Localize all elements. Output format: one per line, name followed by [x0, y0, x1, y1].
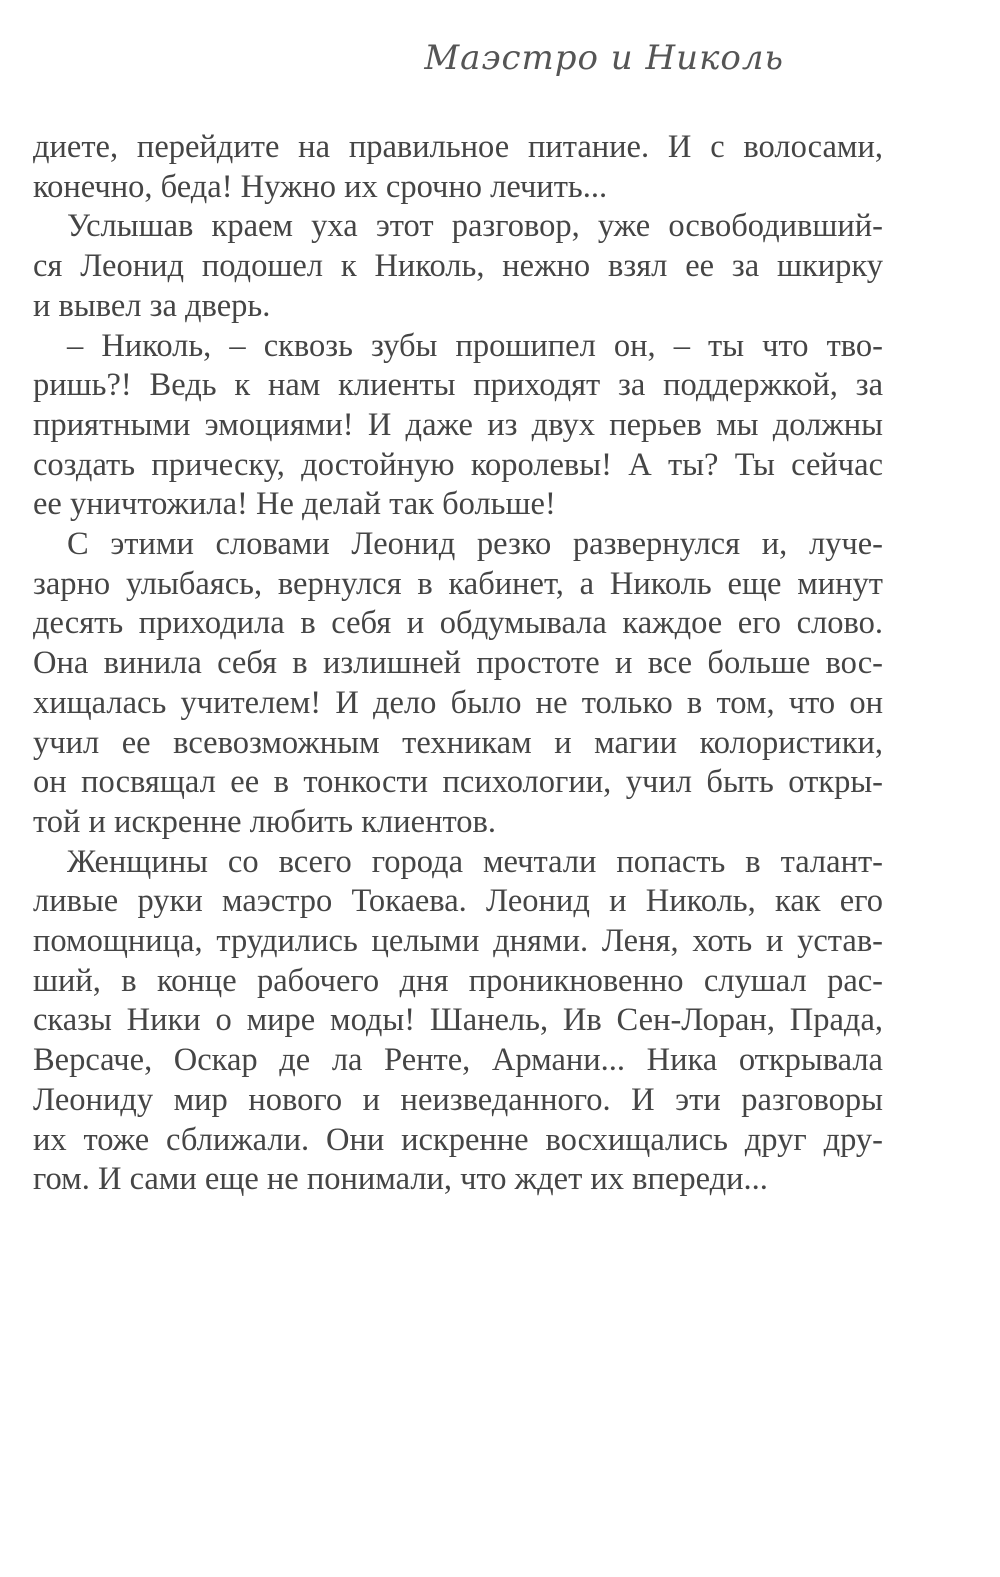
text-line: гом. И сами еще не понимали, что ждет их впереди... — [33, 1161, 768, 1198]
text-line: диете, перейдите на правильное питание. И с волосами, — [33, 129, 883, 165]
text-line: – Николь, – сквозь зубы прошипел он, – ты что тво- — [67, 327, 883, 364]
text-line: Она винила себя в излишней простоте и все больше вос- — [33, 645, 883, 682]
running-header-title: Маэстро и Николь — [424, 38, 784, 78]
paragraph — [33, 843, 883, 1200]
text-line: он посвящал ее в тонкости психологии, учил быть откры- — [33, 764, 883, 801]
text-line: Женщины со всего города мечтали попасть в талант- — [67, 843, 883, 880]
text-line: Леониду мир нового и неизведанного. И эти разговоры — [33, 1081, 883, 1118]
text-line: конечно, беда! Нужно их срочно лечить... — [33, 168, 608, 205]
text-line: их тоже сближали. Они искренне восхищались друг дру- — [33, 1121, 883, 1158]
text-line: помощница, трудились целыми днями. Леня, хоть и устав- — [33, 923, 883, 960]
paragraph — [33, 207, 883, 326]
paragraph — [33, 128, 883, 207]
text-line: Услышав краем уха этот разговор, уже освободивший- — [67, 208, 883, 245]
text-line: зарно улыбаясь, вернулся в кабинет, а Николь еще минут — [33, 565, 883, 602]
paragraph — [33, 525, 883, 843]
text-line: приятными эмоциями! И даже из двух перьев мы должны — [33, 406, 883, 443]
text-line: той и искренне любить клиентов. — [33, 803, 496, 840]
text-line: ся Леонид подошел к Николь, нежно взял ее за шкирку — [33, 248, 883, 285]
text-line: ее уничтожила! Не делай так больше! — [33, 486, 556, 523]
text-line: десять приходила в себя и обдумывала каждое его слово. — [33, 605, 883, 642]
text-line: хищалась учителем! И дело было не только в том, что он — [33, 684, 883, 721]
text-line: ливые руки маэстро Токаева. Леонид и Николь, как его — [33, 883, 883, 920]
text-line: учил ее всевозможным техникам и магии колористики, — [33, 724, 883, 761]
text-line: С этими словами Леонид резко развернулся и, луче- — [67, 526, 883, 563]
text-line: ришь?! Ведь к нам клиенты приходят за поддержкой, за — [33, 367, 883, 404]
text-line: сказы Ники о мире моды! Шанель, Ив Сен-Лоран, Прада, — [33, 1002, 883, 1039]
text-line: Версаче, Оскар де ла Ренте, Армани... Ника открывала — [33, 1042, 883, 1079]
paragraph — [33, 327, 883, 526]
text-line: и вывел за дверь. — [33, 287, 271, 324]
text-line: создать прическу, достойную королевы! А ты? Ты сейчас — [33, 446, 883, 483]
body-text — [33, 128, 883, 1200]
text-line: ший, в конце рабочего дня проникновенно слушал рас- — [33, 962, 883, 999]
